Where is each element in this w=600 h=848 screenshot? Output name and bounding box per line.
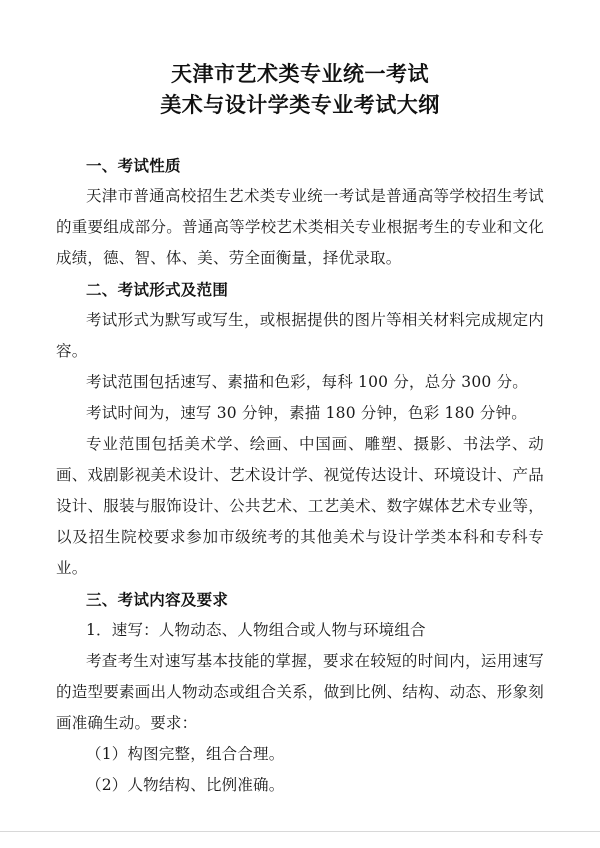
page-title [56,58,544,120]
section-3-item-2: （2）人物结构、比例准确。 [86,776,285,794]
section-heading-1: 一、考试性质 [86,156,181,175]
section-2-paragraph-4: 专业范围包括美术学、绘画、中国画、雕塑、摄影、书法学、动画、戏剧影视美术设计、艺术设计学、视觉传达设计、环境设计、产品设计、服装与服饰设计、公共艺术、工艺美术、数字媒体艺术专业等，以及招生院校要求参加市级统考的其他美术与设计学类本科和专科专业。 [56,435,544,577]
page-footer-divider [0,831,600,832]
section-3-paragraph-1: 1．速写：人物动态、人物组合或人物与环境组合 [86,621,426,639]
document-body [56,150,544,801]
section-heading-2: 二、考试形式及范围 [86,280,229,299]
section-3-item-1: （1）构图完整，组合合理。 [86,745,285,763]
section-2-paragraph-1: 考试形式为默写或写生，或根据提供的图片等相关材料完成规定内容。 [56,311,544,360]
section-3-paragraph-2: 考查考生对速写基本技能的掌握，要求在较短的时间内，运用速写的造型要素画出人物动态或组合关系，做到比例、结构、动态、形象刻画准确生动。要求： [56,652,544,732]
title-line-2: 美术与设计学类专业考试大纲 [160,92,440,117]
section-heading-3: 三、考试内容及要求 [86,590,229,609]
section-2-paragraph-2: 考试范围包括速写、素描和色彩，每科 100 分，总分 300 分。 [86,373,528,391]
section-1-paragraph-1: 天津市普通高校招生艺术类专业统一考试是普通高等学校招生考试的重要组成部分。普通高等学校艺术类相关专业根据考生的专业和文化成绩，德、智、体、美、劳全面衡量，择优录取。 [56,187,544,267]
title-line-1: 天津市艺术类专业统一考试 [171,61,429,86]
section-2-paragraph-3: 考试时间为，速写 30 分钟，素描 180 分钟，色彩 180 分钟。 [86,404,527,422]
